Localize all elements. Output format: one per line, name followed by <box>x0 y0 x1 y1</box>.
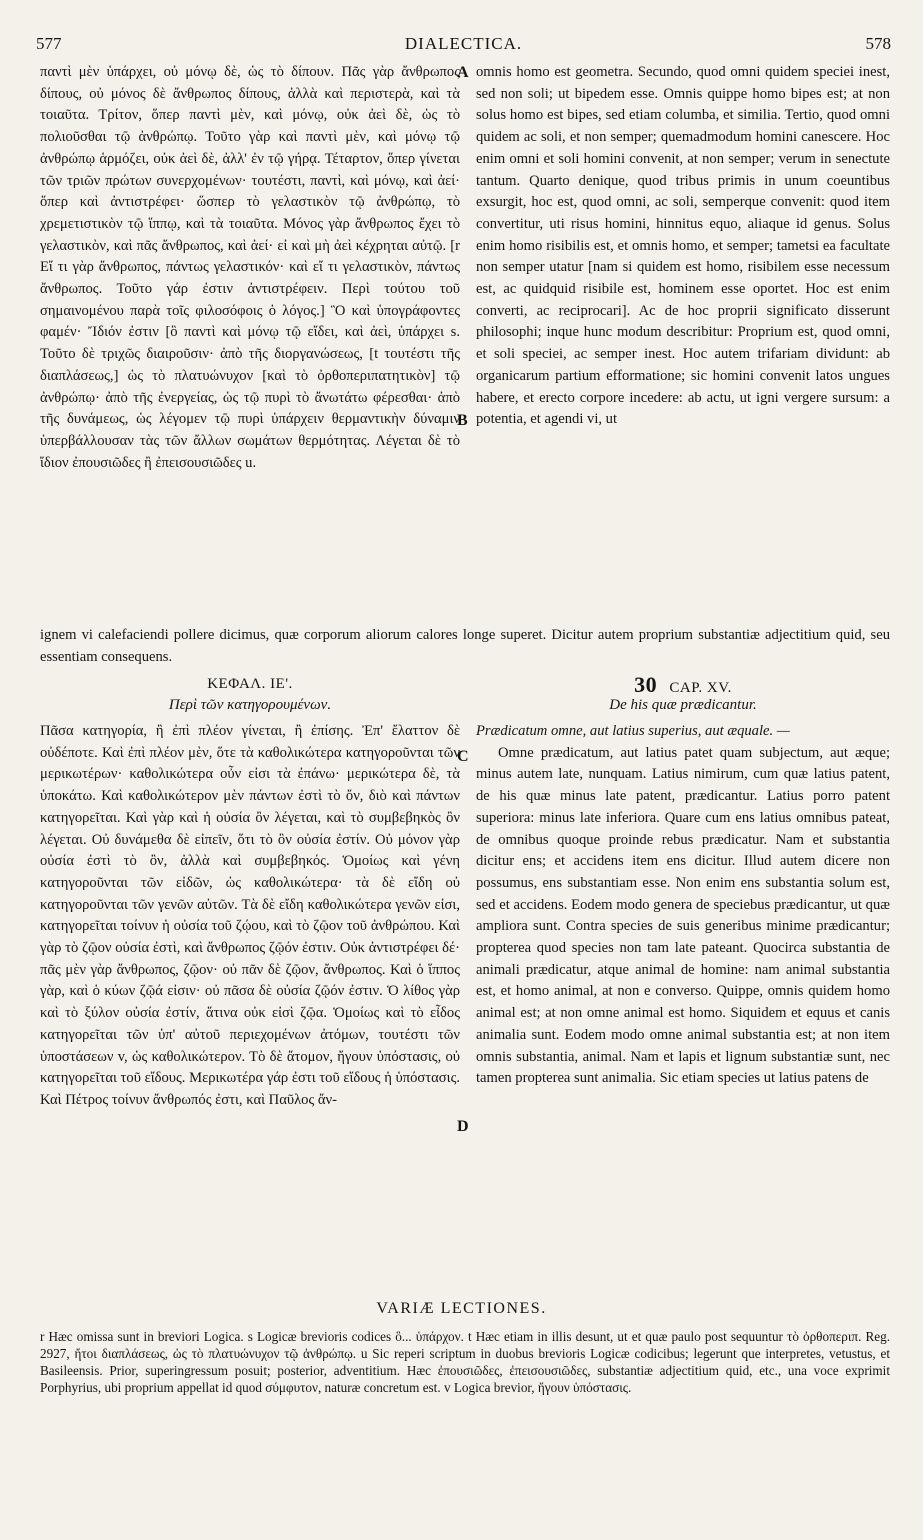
running-title: DIALECTICA. <box>404 34 523 53</box>
variae-lectiones-notes: r Hæc omissa sunt in breviori Logica. s Logicæ brevioris codices ὃ... ὑπάρχον. t Hæc etiam in illis desunt, ut et quæ paulo post sequuntur τὸ ὀρθοπεριπ. Reg. 2927, ἤτοι διαπλάσεως, ὡς τὸ πλατυώνυχον τῷ ἀνθρώπῳ. u Sic reperi scriptum in duobus brevioris Logicæ codicibus; legerunt que interpretes, vetustus, et Basileensis. Prior, superingressum posuit; posterior, adventitium. Hæc ἐπουσιῶδες, ἐπεισουσιῶδες, substantiæ adjectitium quid, etc., una voce exprimit Porphyrius, ubi proprium appellat id quod σύμφυτον, naturæ concretum est. v Logica brevior, ἤγουν ὑπόστασις. <box>40 1329 890 1395</box>
variae-lectiones-title: VARIÆ LECTIONES. <box>376 1300 547 1317</box>
margin-marker-c: C <box>457 748 469 765</box>
latin-bottom-text: Omne prædicatum, aut latius patet quam subjectum, aut æque; minus autem late, nunquam. Latius nimirum, cum quæ latius patent, de his quæ minus late patent, prædicantur. Latius porro patent superiora: minus late inferiora. Quare cum ens latius omnibus pateat, de omnibus quoque proinde rebus prædicatur. Nam et substantia dicitur ens; et accidens item ens dicitur. Illud autem dicere non possumus, ens substantiam esse. Non enim ens substantia solum est, sed et accidens. Eodem modo genera de speciebus prædicantur, ut quæ ampliora sunt. Contra species de suis generibus minime prædicantur; propterea quod species non tam late pateant. Quocirca substantia de animali prædicatur, atque animal de homine: nam animal substantia est, et homo animal, at non e converso. Quippe, omnis quidem homo animal est; at non omne animal est homo. Siquidem et equus et canis animalia sunt. Eodem modo omne animal substantia est; at non item omnis substantia, animal. Nam et lapis et lignum substantiæ sunt, nec tamen propterea sunt animalia. Sic etiam species ut latius patens de <box>476 744 890 1087</box>
full-width-paragraph: ignem vi calefaciendi pollere dicimus, quæ corporum aliorum calores longe superet. Dicitur autem proprium substantiæ adjectitium quid, seu essentiam consequens. <box>40 627 890 665</box>
latin-column-bottom <box>476 721 890 1263</box>
latin-column-top: omnis homo est geometra. Secundo, quod omni quidem speciei inest, sed non soli; ut bipedem esse. Omnis quippe homo bipes est; at non solus homo est bipes, sed etiam columba, et similia. Tertio, quod omni quidem ac soli, et non semper; quemadmodum homini canescere. Hoc enim omni et soli homini convenit, at non semper; verum in senectute tantum. Quarto denique, quod tribus primis in unum coeuntibus exsurgit, hoc est, quod omni, ac soli, semperque convenit: quod item convertitur, uti risus homini, hinnitus equo, aliaque id genus. Solus enim homo risibilis est, et omnis homo, et semper; tametsi ea facultate non semper utatur [nam si quidem est homo, risibilem esse necessum est, ac quidquid risibile est, hominem esse oportet. Hoc est enim converti, ac reciprocari]. Ac de hoc proprii significato disserunt philosophi; inque hunc modum describitur: Proprium est, quod omni, et soli speciei, ac semper inest. Hoc autem trifariam dividunt: ab organicarum partium efformatione; sic homini convenit latos ungues habere, et erecto corpore incedere: ab actu, ut igni vergere sursum: a potentia, et agendi vi, ut <box>476 64 890 428</box>
margin-marker-d: D <box>457 1118 469 1135</box>
page-number-right: 578 <box>865 34 891 53</box>
margin-marker-b: B <box>457 412 468 429</box>
chapter-heading-greek: ΚΕΦΑΛ. ΙΕ'. <box>207 676 293 692</box>
page-header <box>36 34 891 56</box>
chapter-subtitle-latin: De his quæ prædicantur. <box>609 697 757 713</box>
chapter-subtitle-greek: Περὶ τῶν κατηγορουμένων. <box>168 697 332 713</box>
chapter-number: 30 <box>634 672 658 697</box>
margin-marker-a: A <box>457 64 469 81</box>
chapter-heading-latin <box>476 672 890 698</box>
greek-column-bottom: Πᾶσα κατηγορία, ἢ ἐπὶ πλέον γίνεται, ἢ ἐπίσης. Ἐπ' ἔλαττον δὲ οὐδέποτε. Καὶ ἐπὶ πλέον μὲν, ὅτε τὰ καθολικώτερα κατηγοροῦνται τῶν μερικωτέρων· καθολικώτερα οὖν εἰσι τὰ ἐπάνω· μερικώτερα δὲ, τὰ ὑποκάτω. Καὶ καθολικώτερον μὲν πάντων ἐστὶ τὸ ὄν, διὸ καὶ πάντων κατηγορεῖται. Καὶ γὰρ καὶ ἡ οὐσία ὂν λέγεται, καὶ τὸ συμβεβηκὸς ὂν λέγεται. Οὐ δυνάμεθα δὲ εἰπεῖν, ὅτι τὸ ὂν οὐσία ἐστίν. Οὐ μόνον γὰρ οὐσία ἐστὶ τὸ ὂν, ἀλλὰ καὶ συμβεβηκός. Ὁμοίως καὶ γένη κατηγοροῦνται τῶν εἰδῶν, ὡς καθολικώτερα· τὰ δὲ εἴδη οὐ κατηγοροῦνται τῶν γενῶν αὐτῶν. Τὰ δὲ εἴδη καθολικώτερα γενῶν εἰσι, κατηγορεῖται τοίνυν ἡ οὐσία τοῦ ζῴου, καὶ τὸ ζῷον τοῦ ἀνθρώπου. Καὶ γὰρ τὸ ζῷον οὐσία ἐστὶ, καὶ ἄνθρωπος ζῷόν ἐστιν. Οὐκ ἀντιστρέφει δέ· πᾶς μὲν γὰρ ἄνθρωπος, ζῷον· οὐ πᾶν δὲ ζῷον, ἄνθρωπος. Καὶ ὁ ἵππος γὰρ, καὶ ὁ κύων ζῷά εἰσιν· οὐ πᾶσα δὲ οὐσία ζῷόν ἐστιν. Ὁ λίθος γὰρ καὶ τὸ ξύλον οὐσία ἐστίν, ἅτινα οὐκ εἰσὶ ζῷα. Ὁμοίως καὶ τὸ εἶδος κατηγορεῖται τῶν ὑπ' αὐτοῦ περιεχομένων ἀτόμων, τουτέστι τῶν ὑποστάσεων v, ὡς καθολικώτερον. Τὸ δὲ ἄτομον, ἤγουν ὑπόστασις, οὐ κατηγορεῖται τοῦ εἴδους. Μερικωτέρα γάρ ἐστι τοῦ εἴδους ἡ ὑπόστασις. Καὶ Πέτρος τοίνυν ἄνθρωπός ἐστι, καὶ Παῦλος ἄν- <box>40 723 460 1108</box>
greek-column-top: παντὶ μὲν ὑπάρχει, οὐ μόνῳ δὲ, ὡς τὸ δίπουν. Πᾶς γὰρ ἄνθρωπος δίπους, οὐ μόνος δὲ ἄνθρωπος δίπους, ἀλλὰ καὶ περιστερὰ, καὶ τὰ τοιαῦτα. Τρίτον, ὅπερ παντὶ μὲν, καὶ μόνῳ, οὐκ ἀεὶ δὲ, ὡς τὸ πολιοῦσθαι τῷ ἀνθρώπῳ. Τοῦτο γὰρ καὶ παντὶ μὲν, καὶ μόνῳ τῷ ἀνθρώπῳ ἁρμόζει, οὐκ ἀεὶ δὲ, ἀλλ' ἐν τῷ γήρᾳ. Τέταρτον, ὅπερ γίνεται τῶν τριῶν πρώτων συνερχομένων· τουτέστι, παντὶ, καὶ μόνῳ, καὶ ἀεί· ὅπερ καὶ ἀντιστρέφει· ὥσπερ τὸ γελαστικὸν τῷ ἀνθρώπῳ, τὸ χρεμετιστικὸν τῷ ἵππῳ, καὶ τὰ τοιαῦτα. Μόνος γὰρ ἄνθρωπος ἔχει τὸ γελαστικὸν, καὶ πᾶς ἄνθρωπος, καὶ ἀεί· εἰ καὶ μὴ ἀεὶ κέχρηται αὐτῷ. [r Εἴ τι γὰρ ἄνθρωπος, πάντως γελαστικόν· καὶ εἴ τι γελαστικὸν, πάντως ἄνθρωπος. Τοῦτο γάρ ἐστιν ἀντιστρέφειν. Περὶ τούτου τοῦ σημαινομένου παρὰ τοῖς φιλοσόφοις ὁ λόγος.] Ὃ καὶ ὑπογράφοντες φαμέν· Ἴδιόν ἐστιν [ὃ παντὶ καὶ μόνῳ τῷ εἴδει, καὶ ἀεὶ, ὑπάρχει s. Τοῦτο δὲ τριχῶς διαιροῦσιν· ἀπὸ τῆς διοργανώσεως, [t τουτέστι τῆς διαπλάσεως,] ὡς τὸ πλατυώνυχον [καὶ τὸ ὀρθοπεριπατητικὸν] τῷ ἀνθρώπῳ· ἀπὸ τῆς ἐνεργείας, ὡς τῷ πυρὶ τὸ ἄνωτάτω φέρεσθαι· ἀπὸ τῆς δυνάμεως, ὡς λέγομεν τῷ πυρὶ ὑπάρχειν θερμαντικὴν δύναμιν ὑπερβάλλουσαν τὰς τῶν ἄλλων σωμάτων θερμότητας. Λέγεται δὲ τὸ ἴδιον ἐπουσιῶδες ἢ ἐπεισουσιῶδες u. <box>40 64 460 471</box>
latin-lead-in: Prædicatum omne, aut latius superius, aut æquale. — <box>476 723 790 739</box>
chapter-heading-latin-text: CAP. XV. <box>669 680 732 696</box>
page-number-left: 577 <box>36 34 62 53</box>
